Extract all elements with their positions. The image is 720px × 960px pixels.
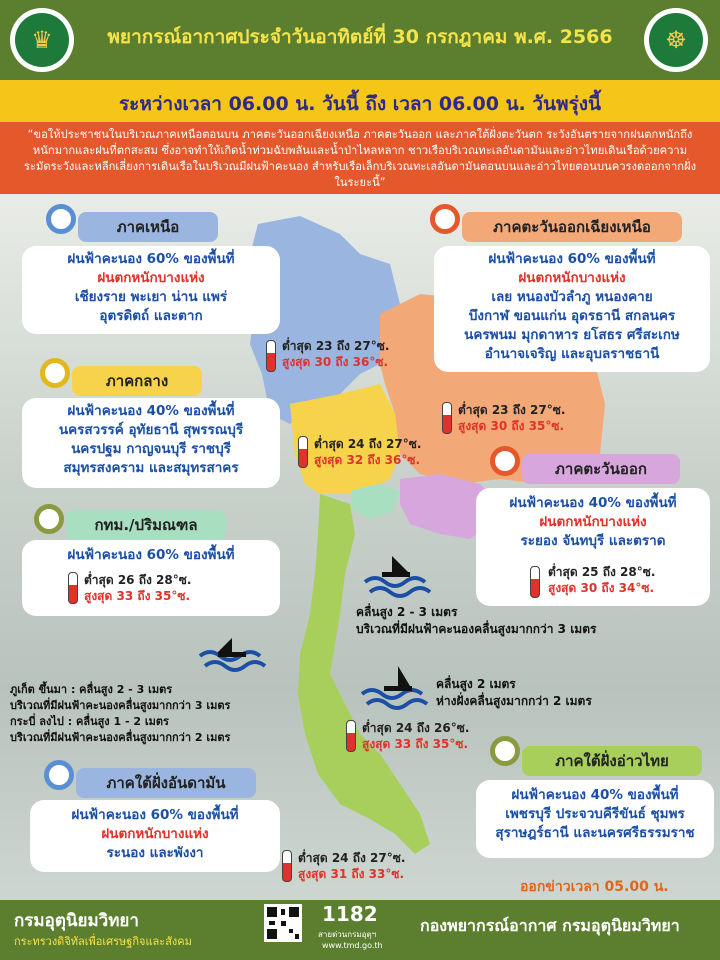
warning-text: “ขอให้ประชาชนในบริเวณภาคเหนือตอนบน ภาคตะวันออกเฉียงเหนือ ภาคตะวันออก และภาคใต้ฝั่งตะวันตก ระวังอันตรายจากฝนตกหนักถึงหนักมากและฝนที่ตกสะสม ซึ่งอาจทำให้เกิดน้ำท่วมฉับพลันและน้ำป่าไหลหลาก ชาวเรือบริเวณทะเลอันดามันและอ่าวไทยเดินเรือด้วยความระมัดระวังและหลีกเลี่ยงการเดินเรือในบริเวณมีฝนฟ้าคะนอง สำหรับเรือเล็กบริเวณทะเลอันดามันตอนบนและอ่าวไทยตอนบนควรงดออกจากฝั่งในระยะนี้” (23, 128, 697, 189)
temperature-east: ต่ำสุด 25 ถึง 28°ซ. สูงสุด 30 ถึง 34°ซ. (548, 565, 656, 595)
thermometer-icon (346, 720, 356, 752)
temperature-north: ต่ำสุด 23 ถึง 27°ซ. สูงสุด 30 ถึง 36°ซ. (282, 339, 390, 369)
tmd-emblem-icon: ☸ (644, 8, 708, 72)
region-header-east: ภาคตะวันออก (522, 454, 680, 484)
temperature-south-gulf: ต่ำสุด 24 ถึง 26°ซ. สูงสุด 33 ถึง 35°ซ. (362, 721, 470, 751)
region-header-north: ภาคเหนือ (78, 212, 218, 242)
region-line: ฝนฟ้าคะนอง 60% ของพื้นที่ (488, 251, 656, 267)
forecast-period: ระหว่างเวลา 06.00 น. วันนี้ ถึง เวลา 06.00 น. วันพรุ่งนี้ (118, 93, 602, 115)
location-pin-icon (490, 736, 520, 766)
region-box-north (22, 246, 280, 334)
location-pin-icon (34, 504, 64, 534)
map-bangkok-region (352, 484, 400, 519)
region-line: อุตรดิตถ์ และตาก (99, 308, 203, 324)
region-line: นครปฐม กาญจนบุรี ราชบุรี (71, 441, 231, 457)
region-line: อำนาจเจริญ และอุบลราชธานี (484, 346, 660, 362)
region-line: เชียงราย พะเยา น่าน แพร่ (74, 289, 228, 305)
ministry-name: กระทรวงดิจิทัลเพื่อเศรษฐกิจและสังคม (14, 935, 192, 948)
temperature-south-andaman: ต่ำสุด 24 ถึง 27°ซ. สูงสุด 31 ถึง 33°ซ. (298, 851, 406, 881)
hotline-number: 1182 (322, 902, 378, 926)
region-line: ฝนฟ้าคะนอง 40% ของพื้นที่ (511, 787, 679, 803)
region-line: ฝนตกหนักบางแห่ง (97, 270, 205, 286)
department-name: กองพยากรณ์อากาศ กรมอุตุนิยมวิทยา (420, 916, 680, 935)
region-box-central (22, 398, 280, 488)
thermometer-icon (282, 850, 292, 882)
thermometer-icon (266, 340, 276, 372)
region-header-northeast: ภาคตะวันออกเฉียงเหนือ (462, 212, 682, 242)
region-line: ฝนฟ้าคะนอง 40% ของพื้นที่ (509, 495, 677, 511)
temperature-northeast: ต่ำสุด 23 ถึง 27°ซ. สูงสุด 30 ถึง 35°ซ. (458, 403, 566, 433)
region-line: เลย หนองบัวลำภู หนองคาย (491, 289, 653, 305)
thermometer-icon (442, 402, 452, 434)
location-pin-icon (40, 358, 70, 388)
qr-code-icon[interactable] (264, 904, 302, 942)
location-pin-icon (46, 204, 76, 234)
region-header-central: ภาคกลาง (72, 366, 202, 396)
region-line: ฝนตกหนักบางแห่ง (518, 270, 626, 286)
region-header-bangkok: กทม./ปริมณฑล (66, 510, 226, 540)
region-line: นครสวรรค์ อุทัยธานี สุพรรณบุรี (58, 422, 244, 438)
org-name: กรมอุตุนิยมวิทยา (14, 911, 139, 931)
thermometer-icon (298, 436, 308, 468)
website-link[interactable]: www.tmd.go.th (322, 941, 383, 950)
region-line: สุราษฎร์ธานี และนครศรีธรรมราช (495, 825, 695, 841)
region-line: ฝนตกหนักบางแห่ง (539, 514, 647, 530)
region-box-northeast (434, 246, 710, 372)
boat-icon-upper-gulf (365, 556, 430, 596)
region-line: ฝนฟ้าคะนอง 40% ของพื้นที่ (67, 403, 235, 419)
region-header-south-gulf: ภาคใต้ฝั่งอ่าวไทย (522, 746, 702, 776)
region-line: ฝนฟ้าคะนอง 60% ของพื้นที่ (67, 251, 235, 267)
region-line: สมุทรสงคราม และสมุทรสาคร (63, 460, 239, 476)
thermometer-icon (68, 572, 78, 604)
temperature-bangkok: ต่ำสุด 26 ถึง 28°ซ. สูงสุด 33 ถึง 35°ซ. (84, 573, 192, 603)
region-line: ระยอง จันทบุรี และตราด (520, 533, 666, 549)
boat-icon-lower-gulf (362, 666, 427, 708)
region-line: ฝนฟ้าคะนอง 60% ของพื้นที่ (71, 807, 239, 823)
region-line: ระนอง และพังงา (106, 845, 204, 861)
region-line: นครพนม มุกดาหาร ยโสธร ศรีสะเกษ (464, 327, 680, 343)
location-pin-icon (430, 204, 460, 234)
page-title: พยากรณ์อากาศประจำวันอาทิตย์ที่ 30 กรกฎาคม พ.ศ. 2566 (107, 26, 613, 48)
thermometer-icon (530, 566, 540, 598)
region-line: เพชรบุรี ประจวบคีรีขันธ์ ชุมพร (505, 806, 685, 822)
ministry-emblem-icon: ♛ (10, 8, 74, 72)
region-box-south-andaman (30, 800, 280, 872)
region-header-south-andaman: ภาคใต้ฝั่งอันดามัน (76, 768, 256, 798)
map-south-region (298, 494, 430, 854)
region-box-south-gulf (476, 780, 714, 858)
hotline-label: สายด่วนกรมอุตุฯ (318, 930, 377, 939)
wave-info-lower-gulf: คลื่นสูง 2 เมตร ห่างฝั่งคลื่นสูงมากกว่า 2 เมตร (436, 677, 592, 708)
location-pin-icon (44, 760, 74, 790)
region-line: ฝนตกหนักบางแห่ง (101, 826, 209, 842)
boat-icon-andaman (200, 638, 265, 670)
wave-info-andaman: ภูเก็ต ขึ้นมา : คลื่นสูง 2 - 3 เมตร บริเวณที่มีฝนฟ้าคะนองคลื่นสูงมากกว่า 3 เมตร กระบี่ ลงไป : คลื่นสูง 1 - 2 เมตร บริเวณที่มีฝนฟ้าคะนองคลื่นสูงมากกว่า 2 เมตร (10, 683, 231, 744)
region-line: บึงกาฬ ขอนแก่น อุดรธานี สกลนคร (468, 308, 676, 324)
temperature-central: ต่ำสุด 24 ถึง 27°ซ. สูงสุด 32 ถึง 36°ซ. (314, 437, 422, 467)
issue-time: ออกข่าวเวลา 05.00 น. (520, 879, 669, 895)
location-pin-icon (490, 446, 520, 476)
wave-info-upper-gulf: คลื่นสูง 2 - 3 เมตร บริเวณที่มีฝนฟ้าคะนองคลื่นสูงมากกว่า 3 เมตร (356, 605, 597, 636)
region-line: ฝนฟ้าคะนอง 60% ของพื้นที่ (67, 547, 235, 563)
